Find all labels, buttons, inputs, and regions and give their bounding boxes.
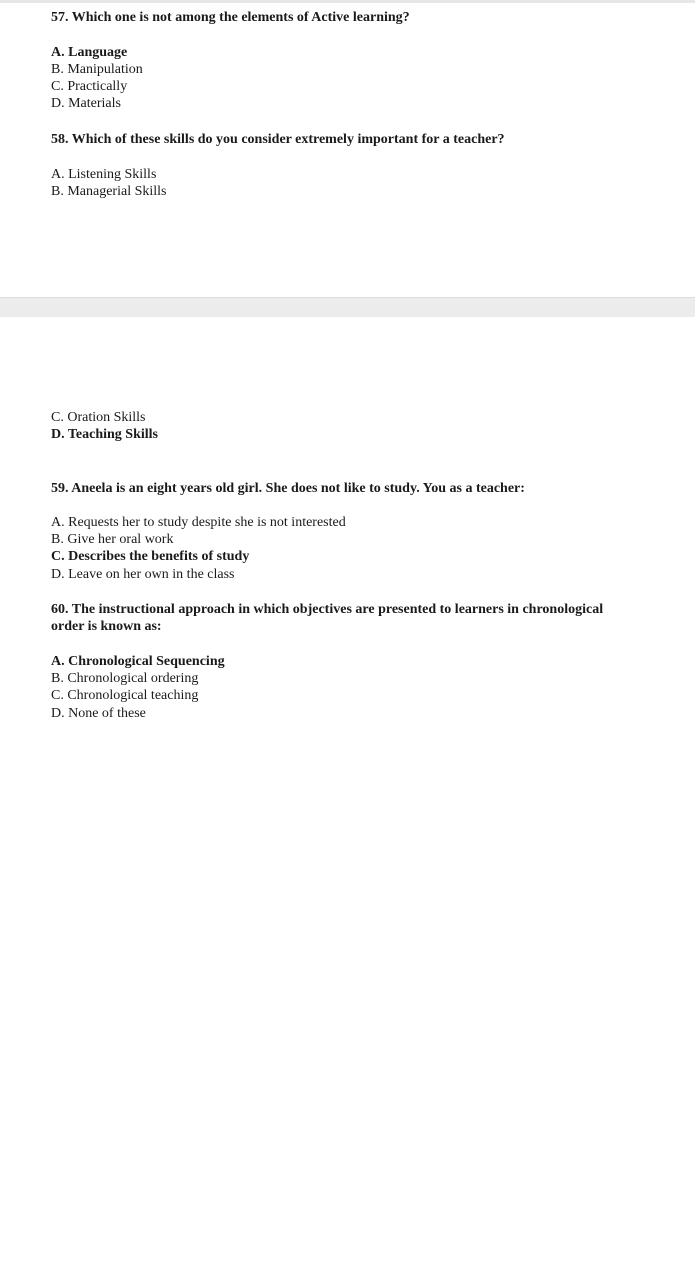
page-break bbox=[0, 297, 695, 317]
q59-option-c: C. Describes the benefits of study bbox=[51, 549, 250, 564]
q57-option-b: B. Manipulation bbox=[51, 62, 143, 77]
q57-option-a: A. Language bbox=[51, 45, 128, 60]
q57-option-d: D. Materials bbox=[51, 96, 121, 111]
q60-option-a: A. Chronological Sequencing bbox=[51, 654, 225, 669]
question-58: 58. Which of these skills do you consider extremely important for a teacher? bbox=[51, 132, 505, 147]
question-60-line-2: order is known as: bbox=[51, 619, 162, 634]
q59-option-b: B. Give her oral work bbox=[51, 532, 174, 547]
q58-option-c: C. Oration Skills bbox=[51, 410, 146, 425]
question-57: 57. Which one is not among the elements of Active learning? bbox=[51, 10, 410, 25]
question-60-line-1: 60. The instructional approach in which objectives are presented to learners in chronological bbox=[51, 602, 604, 617]
q60-option-b: B. Chronological ordering bbox=[51, 671, 199, 686]
q60-option-c: C. Chronological teaching bbox=[51, 688, 199, 703]
question-59: 59. Aneela is an eight years old girl. She does not like to study. You as a teacher: bbox=[51, 481, 525, 496]
q58-option-d: D. Teaching Skills bbox=[51, 427, 158, 442]
q59-option-d: D. Leave on her own in the class bbox=[51, 567, 235, 582]
q59-option-a: A. Requests her to study despite she is not interested bbox=[51, 515, 346, 530]
top-border bbox=[0, 0, 695, 3]
q57-option-c: C. Practically bbox=[51, 79, 128, 94]
q58-option-a: A. Listening Skills bbox=[51, 167, 157, 182]
q58-option-b: B. Managerial Skills bbox=[51, 184, 167, 199]
q60-option-d: D. None of these bbox=[51, 706, 146, 721]
